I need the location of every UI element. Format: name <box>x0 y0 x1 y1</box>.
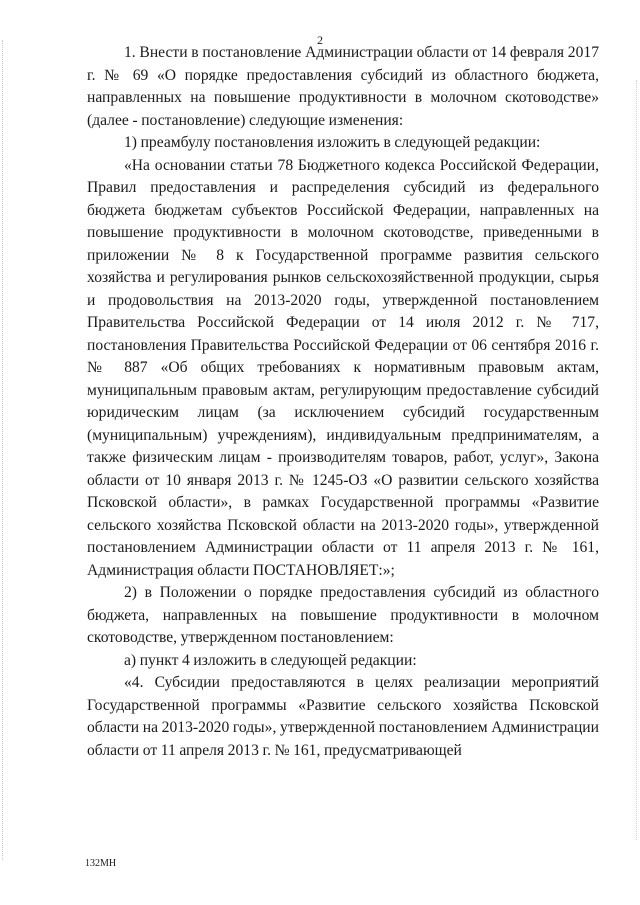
document-footer-code: 132MH <box>85 858 117 869</box>
paragraph-point-4-text: «4. Субсидии предоставляются в целях реализации мероприятий Государственной программы «Развитие сельского хозяйства Псковской области на 2013-2020 годы», утвержденной постановлением Администрации области от 11 апреля 2013 г. № 161, предусматривающей <box>87 674 599 759</box>
scan-margin-right <box>636 80 637 840</box>
paragraph-subitem-2-regulation: 2) в Положении о порядке предоставления субсидий из областного бюджета, направленных на повышение продуктивности в молочном скотоводстве, утвержденном постановлением: <box>87 584 599 646</box>
document-body <box>87 42 599 762</box>
page-number: 2 <box>317 33 323 47</box>
paragraph-item-1: 1. Внести в постановление Администрации области от 14 февраля 2017 г. № 69 «О порядке предоставления субсидий из областного бюджета, направленных на повышение продуктивности в молочном скотоводстве» (далее - постановление) следующие изменения: <box>87 44 599 129</box>
paragraph-subitem-1-preamble: 1) преамбулу постановления изложить в следующей редакции: <box>124 134 541 151</box>
paragraph-subitem-a-point-4: а) пункт 4 изложить в следующей редакции: <box>124 651 417 669</box>
paragraph-preamble-text: «На основании статьи 78 Бюджетного кодекса Российской Федерации, Правил предоставления и распределения субсидий из федерального бюджета бюджетам субъектов Российской Федерации, направленных на повышение продуктивности в молочном скотоводстве, приведенными в приложении № 8 к Государственной программе развития сельского хозяйства и регулирования рынков сельскохозяйственной продукции, сырья и продовольствия на 2013-2020 годы, утвержденной постановлением Правительства Российской Федерации от 14 июля 2012 г. № 717, постановления Правительства Российской Федерации от 06 сентября 2016 г. № 887 «Об общих требованиях к нормативным правовым актам, муниципальным правовым актам, регулирующим предоставление субсидий юридическим лицам (за исключением субсидий государственным (муниципальным) учреждениям), индивидуальным предпринимателям, а также физическим лицам - производителям товаров, работ, услуг», Закона области от 10 января 2013 г. № 1245-ОЗ «О развитии сельского хозяйства Псковской области», в рамках Государственной программы «Развитие сельского хозяйства Псковской области на 2013-2020 годы», утвержденной постановлением Администрации области от 11 апреля 2013 г. № 161, Администрация области ПОСТАНОВЛЯЕТ:»; <box>87 156 599 579</box>
scan-margin-left <box>2 40 3 860</box>
